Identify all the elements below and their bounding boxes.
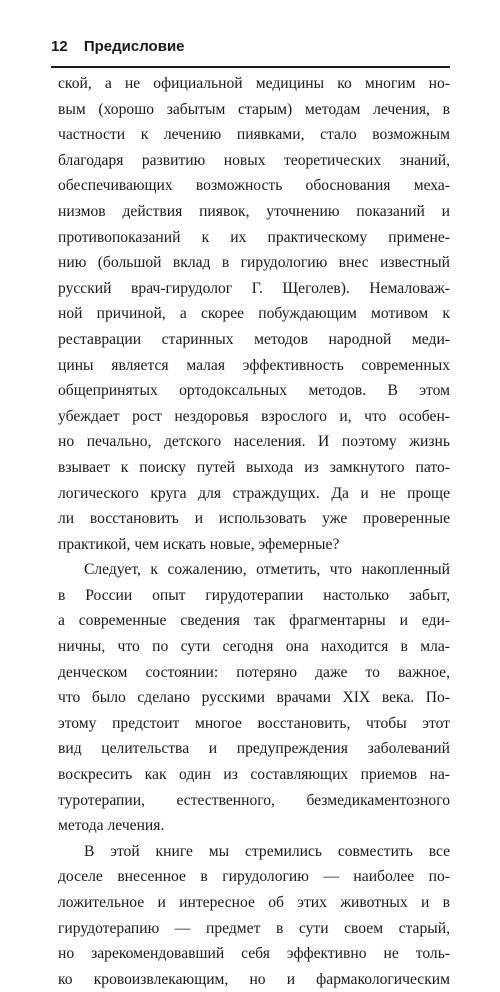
text-line: а современные сведения так фрагментарны и еди- (58, 612, 450, 630)
text-line: денческом состоянии: потеряно даже то важное, (58, 663, 450, 681)
text-line: гирудотерапию — предмет в сути своем старый, (58, 919, 450, 937)
text-line: вым (хорошо забытым старым) методам лечения, в (58, 100, 450, 118)
text-line: метода лечения. (58, 817, 165, 835)
body-text (58, 71, 450, 992)
text-line: русский врач-гирудолог Г. Щеголев). Немаловаж- (58, 279, 450, 297)
text-line: ли восстановить и использовать уже проверенные (58, 510, 450, 528)
page-number: 12 (51, 38, 68, 55)
text-line: ничны, что по сути сегодня она находится в мла- (58, 638, 450, 656)
text-line: Следует, к сожалению, отметить, что накопленный (84, 561, 450, 579)
text-line: ской, а не официальной медицины ко многим но- (58, 75, 450, 92)
text-line: нию (большой вклад в гирудологию внес известный (58, 254, 450, 272)
text-line: этому предстоит многое восстановить, чтобы этот (58, 714, 450, 732)
text-line: туротерапии, естественного, безмедикаментозного (58, 791, 450, 809)
text-line: низмов действия пиявок, уточнению показаний и (58, 202, 450, 220)
text-line: реставрации старинных методов народной меди- (58, 330, 450, 348)
text-line: практикой, чем искать новые, эфемерные? (58, 535, 340, 553)
text-line: убеждает рост нездоровья взрослого и, что особен- (58, 407, 450, 425)
text-line: противопоказаний к их практическому примене- (58, 228, 450, 246)
text-line: ложительное и интересное об этих животных и в (58, 894, 450, 911)
text-line: что было сделано русскими врачами XIX века. По- (58, 689, 450, 707)
text-line: общепринятых ортодоксальных методов. В этом (58, 382, 450, 400)
text-line: доселе внесенное в гирудологию — наиболее по- (58, 868, 450, 886)
text-line: но зарекомендовавший себя эффективно не толь- (58, 945, 450, 963)
running-header (51, 37, 451, 57)
text-line: обеспечивающих возможность обоснования меха- (58, 177, 450, 195)
text-line: взывает к поиску путей выхода из замкнутого пато- (58, 458, 450, 476)
text-line: цины является малая эффективность современных (58, 356, 450, 374)
text-line: благодаря развитию новых теоретических знаний, (58, 151, 450, 169)
section-title: Предисловие (83, 38, 185, 55)
text-line: логического круга для страждущих. Да и не проще (58, 484, 450, 502)
text-line: ко кровоизвлекающим, но и фармакологическим (58, 970, 450, 988)
text-line: вид целительства и предупреждения заболеваний (58, 740, 450, 758)
text-line: в России опыт гирудотерапии настолько забыт, (58, 586, 450, 604)
text-line: но печально, детского населения. И поэтому жизнь (58, 433, 450, 451)
text-line: частности к лечению пиявками, стало возможным (58, 126, 450, 144)
text-line: В этой книге мы стремились совместить все (84, 842, 450, 860)
header-rule (51, 66, 450, 68)
text-line: воскресить как один из составляющих приемов на- (58, 766, 450, 784)
text-line: ной причиной, а скорее побуждающим мотивом к (58, 305, 450, 323)
